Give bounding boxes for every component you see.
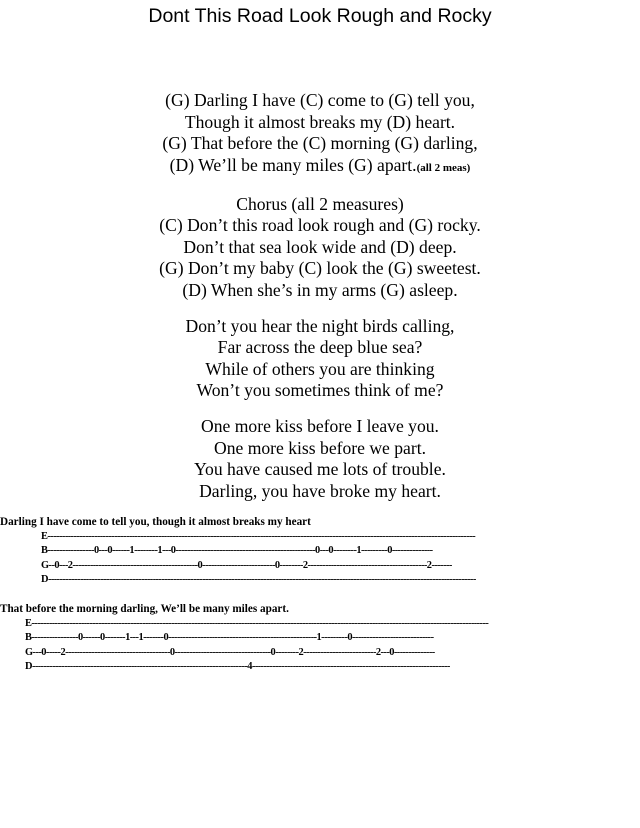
lyric-line: Don’t that sea look wide and (D) deep. — [183, 236, 457, 257]
verse-3 — [0, 416, 640, 502]
lyric-line: Far across the deep blue sea? — [217, 337, 423, 357]
lyric-line: Won’t you sometimes think of me? — [196, 380, 444, 400]
lyric-line-with-note — [0, 155, 640, 180]
lyric-line: (D) We’ll be many miles (G) apart. — [169, 154, 417, 175]
lyric-line: One more kiss before we part. — [213, 437, 427, 458]
tablature-block-2 — [0, 602, 640, 675]
tab-heading: That before the morning darling, We’ll be many miles apart. — [0, 603, 289, 615]
chorus — [0, 194, 640, 302]
verse-1 — [0, 90, 640, 179]
lyric-line: Though it almost breaks my (D) heart. — [184, 111, 456, 132]
tab-string-d: D--------------------------------------------------------------------------4-------------------------------------------------------------------- — [25, 661, 450, 673]
measure-note: (all 2 meas) — [416, 161, 471, 174]
tab-string-g: G---0-----2------------------------------------0---------------------------------0--------2-------------------------2---0-------------- — [25, 646, 435, 658]
tab-string-g: G--0---2-------------------------------------------0-------------------------0--------2-----------------------------------------2------- — [41, 559, 452, 571]
lyric-line: (G) That before the (C) morning (G) darling, — [162, 133, 478, 153]
tab-string-b: B----------------0------0-------1---1-------0---------------------------------------------------1---------0---------------------------- — [25, 632, 434, 644]
lyric-line: While of others you are thinking — [205, 358, 435, 379]
lyric-line: Don’t you hear the night birds calling, — [185, 315, 455, 336]
tab-string-e: E------------------------------------------------------------------------------------------------------------------------------------------------------------- — [25, 618, 489, 629]
lyric-line: (G) Don’t my baby (C) look the (G) sweetest. — [159, 258, 481, 278]
lyric-line: One more kiss before I leave you. — [201, 416, 439, 436]
lyric-line: Darling, you have broke my heart. — [199, 480, 441, 501]
tab-heading: Darling I have come to tell you, though it almost breaks my heart — [0, 516, 311, 528]
chorus-heading: Chorus (all 2 measures) — [236, 193, 404, 214]
tab-string-b: B----------------0---0------1--------1---0------------------------------------------------0---0--------1---------0-------------- — [41, 545, 433, 557]
lyric-line: You have caused me lots of trouble. — [194, 459, 446, 479]
page-title: Dont This Road Look Rough and Rocky — [148, 5, 492, 27]
lyric-line: (G) Darling I have (C) come to (G) tell you, — [165, 90, 475, 110]
verse-2 — [0, 316, 640, 402]
lyric-line: (C) Don’t this road look rough and (G) rocky. — [159, 215, 481, 235]
tab-string-e: E--------------------------------------------------------------------------------------------------------------------------------------------------- — [41, 531, 476, 542]
tab-string-d: D--------------------------------------------------------------------------------------------------------------------------------------------------- — [41, 574, 476, 586]
lyrics — [0, 90, 640, 517]
tablature-block-1 — [0, 515, 640, 588]
lyric-line: (D) When she’s in my arms (G) asleep. — [182, 279, 458, 300]
